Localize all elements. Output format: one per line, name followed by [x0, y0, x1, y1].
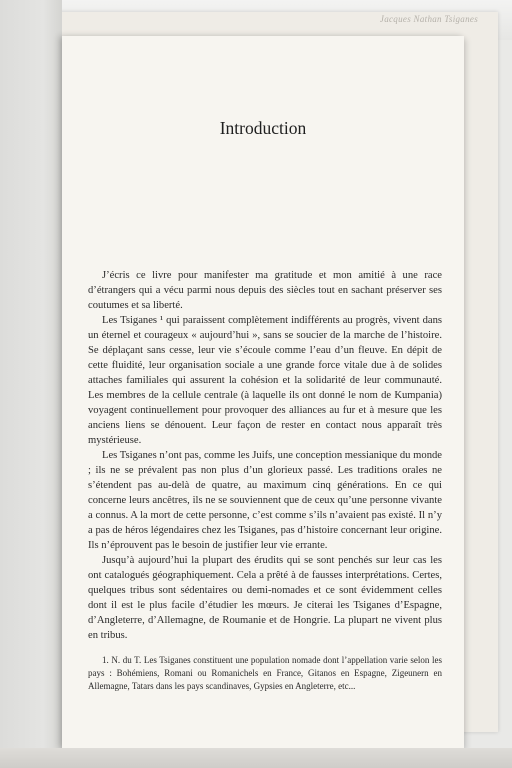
- left-gutter-shadow: [0, 0, 62, 768]
- paragraph-3: Les Tsiganes n’ont pas, comme les Juifs, une conception messianique du monde ; ils ne se prévalent pas non plus d’un glorieux passé. Les traditions orales ne s’étendent pas au-delà de quatre, au maximum cinq générations. En ce qui concerne leurs ancêtres, ils ne se souviennent que de ceux qu’une personne vivante a connus. A la mort de cette personne, c’est comme s’ils n’avaient pas existé. Il n’y a pas de héros légendaires chez les Tsiganes, pas d’histoire concernant leur origine. Ils n’éprouvent pas le besoin de justifier leur vie errante.: [88, 450, 442, 551]
- ghost-header: Jacques Nathan Tsiganes: [379, 14, 478, 24]
- page-title: Introduction: [219, 118, 307, 138]
- paragraph-4: Jusqu’à aujourd’hui la plupart des érudits qui se sont penchés sur leur cas les ont catalogués géographiquement. Cela a prêté à de fausses interprétations. Certes, quelques tribus sont sédentaires ou demi-nomades et ce sont évidemment celles dont il est le plus facile d’étudier les mœurs. Je citerai les Tsiganes d’Espagne, d’Angleterre, d’Allemagne, de Roumanie et de Hongrie. La plupart ne vivent plus en tribus.: [88, 555, 442, 641]
- book-page: [62, 36, 464, 748]
- bottom-shade: [0, 748, 512, 768]
- paragraph-1: J’écris ce livre pour manifester ma gratitude et mon amitié à une race d’étrangers qui a vécu parmi nous depuis des siècles tout en sachant préserver ses coutumes et sa liberté.: [88, 270, 442, 311]
- paragraph-2: Les Tsiganes ¹ qui paraissent complètement indifférents au progrès, vivent dans un éternel et courageux « aujourd’hui », sans se soucier de la marche de l’histoire. Se déplaçant sans cesse, leur vie s’écoule comme l’eau d’un fleuve. En dépit de cette fluidité, leur organisation sociale a une grande force vitale due à de solides attaches familiales qui assurent la cohésion et la solidarité de leur communauté. Les membres de la cellule centrale (à laquelle ils ont donné le nom de Kumpania) voyagent continuellement pour provoquer des alliances au fur et à mesure que les anciens liens se dénouent. Leur façon de rester en contact nous apparaît très mystérieuse.: [88, 315, 442, 446]
- footnote: 1. N. du T. Les Tsiganes constituent une population nomade dont l’appellation varie selon les pays : Bohémiens, Romani ou Romanichels en France, Gitanos en Espagne, Zigeunern en Allemagne, Tatars dans les pays scandinaves, Gypsies en Angleterre, etc...: [88, 655, 442, 691]
- body-text: [88, 268, 442, 643]
